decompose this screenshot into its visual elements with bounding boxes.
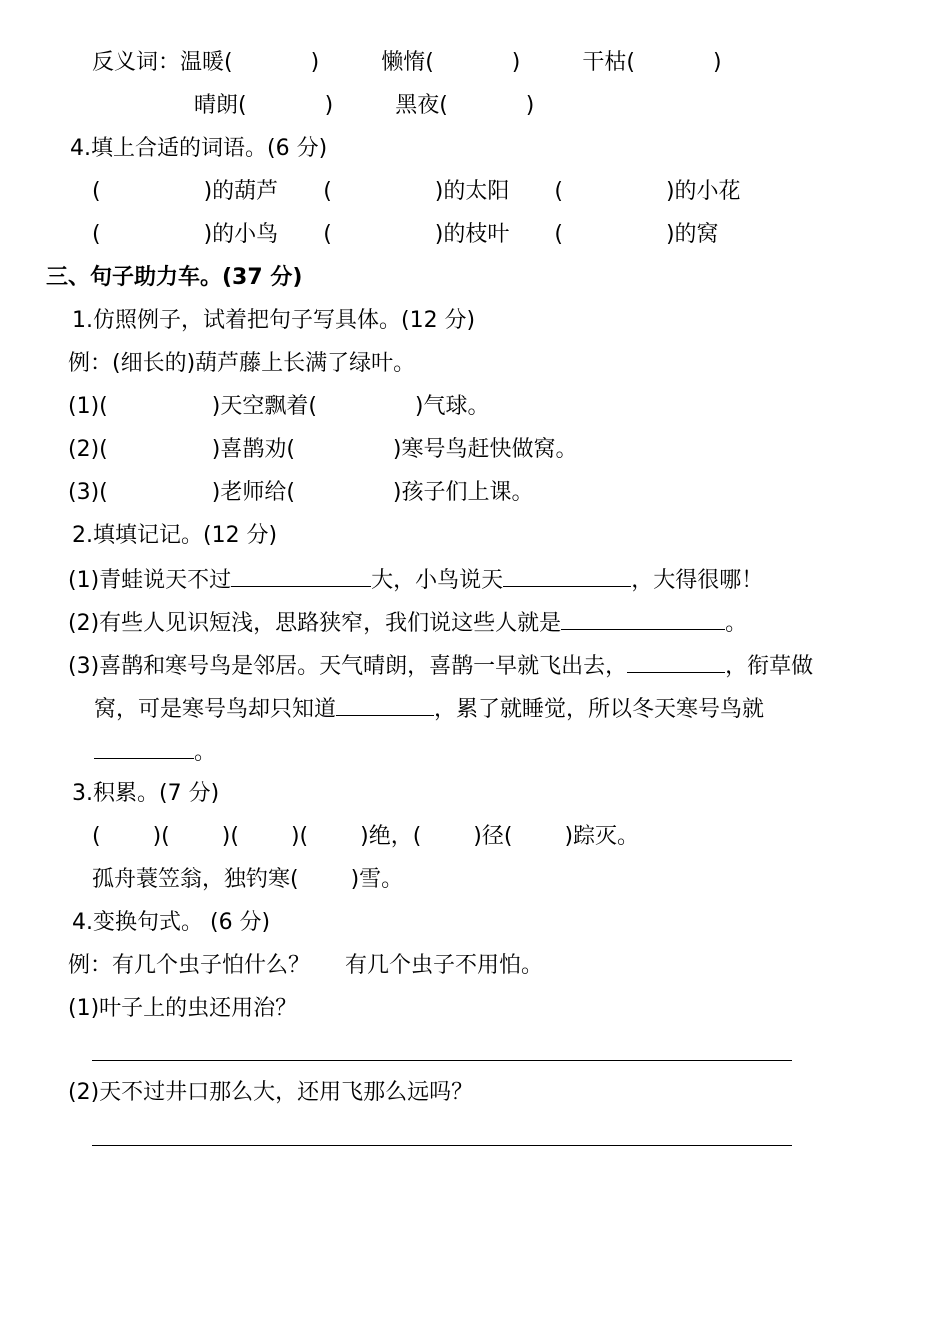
s3-q3-line1: ( )( )( )( )绝，( )径( )踪灭。 bbox=[92, 824, 640, 849]
s3-q2-item1: (1)青蛙说天不过 大，小鸟说天 ，大得很哪！ bbox=[68, 564, 763, 596]
q4-fill-row1: ( )的葫芦 ( )的太阳 ( )的小花 bbox=[92, 179, 741, 204]
s3-q2-item3-line1: (3)喜鹊和寒号鸟是邻居。天气晴朗，喜鹊一早就飞出去， ，衔草做 bbox=[68, 650, 813, 682]
answer-blank[interactable] bbox=[627, 650, 725, 673]
s3-q4-example: 例：有几个虫子怕什么？ 有几个虫子不用怕。 bbox=[68, 953, 543, 978]
answer-blank[interactable] bbox=[231, 564, 371, 587]
antonym-sunny: 晴朗( bbox=[194, 93, 247, 118]
section3-title: 三、句子助力车。(37 分) bbox=[46, 265, 303, 290]
antonym-night: 黑夜( bbox=[395, 93, 448, 118]
s3-q1-item1: (1)( )天空飘着( )气球。 bbox=[68, 394, 490, 419]
s3-q4-item1: (1)叶子上的虫还用治？ bbox=[68, 996, 298, 1021]
s3-q3-title: 3.积累。(7 分) bbox=[72, 781, 220, 806]
antonym-lazy: 懒惰( bbox=[381, 50, 434, 75]
answer-blank[interactable] bbox=[503, 564, 631, 587]
s3-q3-line2: 孤舟蓑笠翁，独钓寒( )雪。 bbox=[92, 867, 404, 892]
answer-blank[interactable] bbox=[336, 693, 434, 716]
s3-q1-item2: (2)( )喜鹊劝( )寒号鸟赶快做窝。 bbox=[68, 437, 578, 462]
answer-blank[interactable] bbox=[561, 607, 725, 630]
s3-q2-item3-line2: 窝，可是寒号鸟却只知道 ，累了就睡觉，所以冬天寒号鸟就 bbox=[94, 693, 764, 725]
s3-q1-title: 1.仿照例子，试着把句子写具体。(12 分) bbox=[72, 308, 476, 333]
q4-fill-title: 4.填上合适的词语。(6 分) bbox=[70, 136, 328, 161]
answer-line[interactable] bbox=[92, 1060, 792, 1061]
s3-q2-item2: (2)有些人见识短浅，思路狭窄，我们说这些人就是 。 bbox=[68, 607, 747, 639]
s3-q2-title: 2.填填记记。(12 分) bbox=[72, 523, 278, 548]
antonyms-row2: 晴朗( ) 黑夜( ) bbox=[194, 93, 535, 118]
antonyms-row1: 反义词：温暖( ) 懒惰( ) 干枯( ) bbox=[92, 50, 722, 75]
s3-q4-title: 4.变换句式。 (6 分) bbox=[72, 910, 271, 935]
answer-blank[interactable] bbox=[94, 736, 194, 759]
antonym-warm: 温暖( bbox=[180, 50, 233, 75]
s3-q1-example: 例：(细长的)葫芦藤上长满了绿叶。 bbox=[68, 351, 416, 376]
s3-q2-item3-line3: 。 bbox=[94, 736, 216, 768]
answer-line[interactable] bbox=[92, 1145, 792, 1146]
antonym-dry: 干枯( bbox=[582, 50, 635, 75]
s3-q4-item2: (2)天不过井口那么大，还用飞那么远吗？ bbox=[68, 1080, 474, 1105]
q4-fill-row2: ( )的小鸟 ( )的枝叶 ( )的窝 bbox=[92, 222, 719, 247]
s3-q1-item3: (3)( )老师给( )孩子们上课。 bbox=[68, 480, 534, 505]
antonyms-label: 反义词： bbox=[92, 50, 181, 75]
